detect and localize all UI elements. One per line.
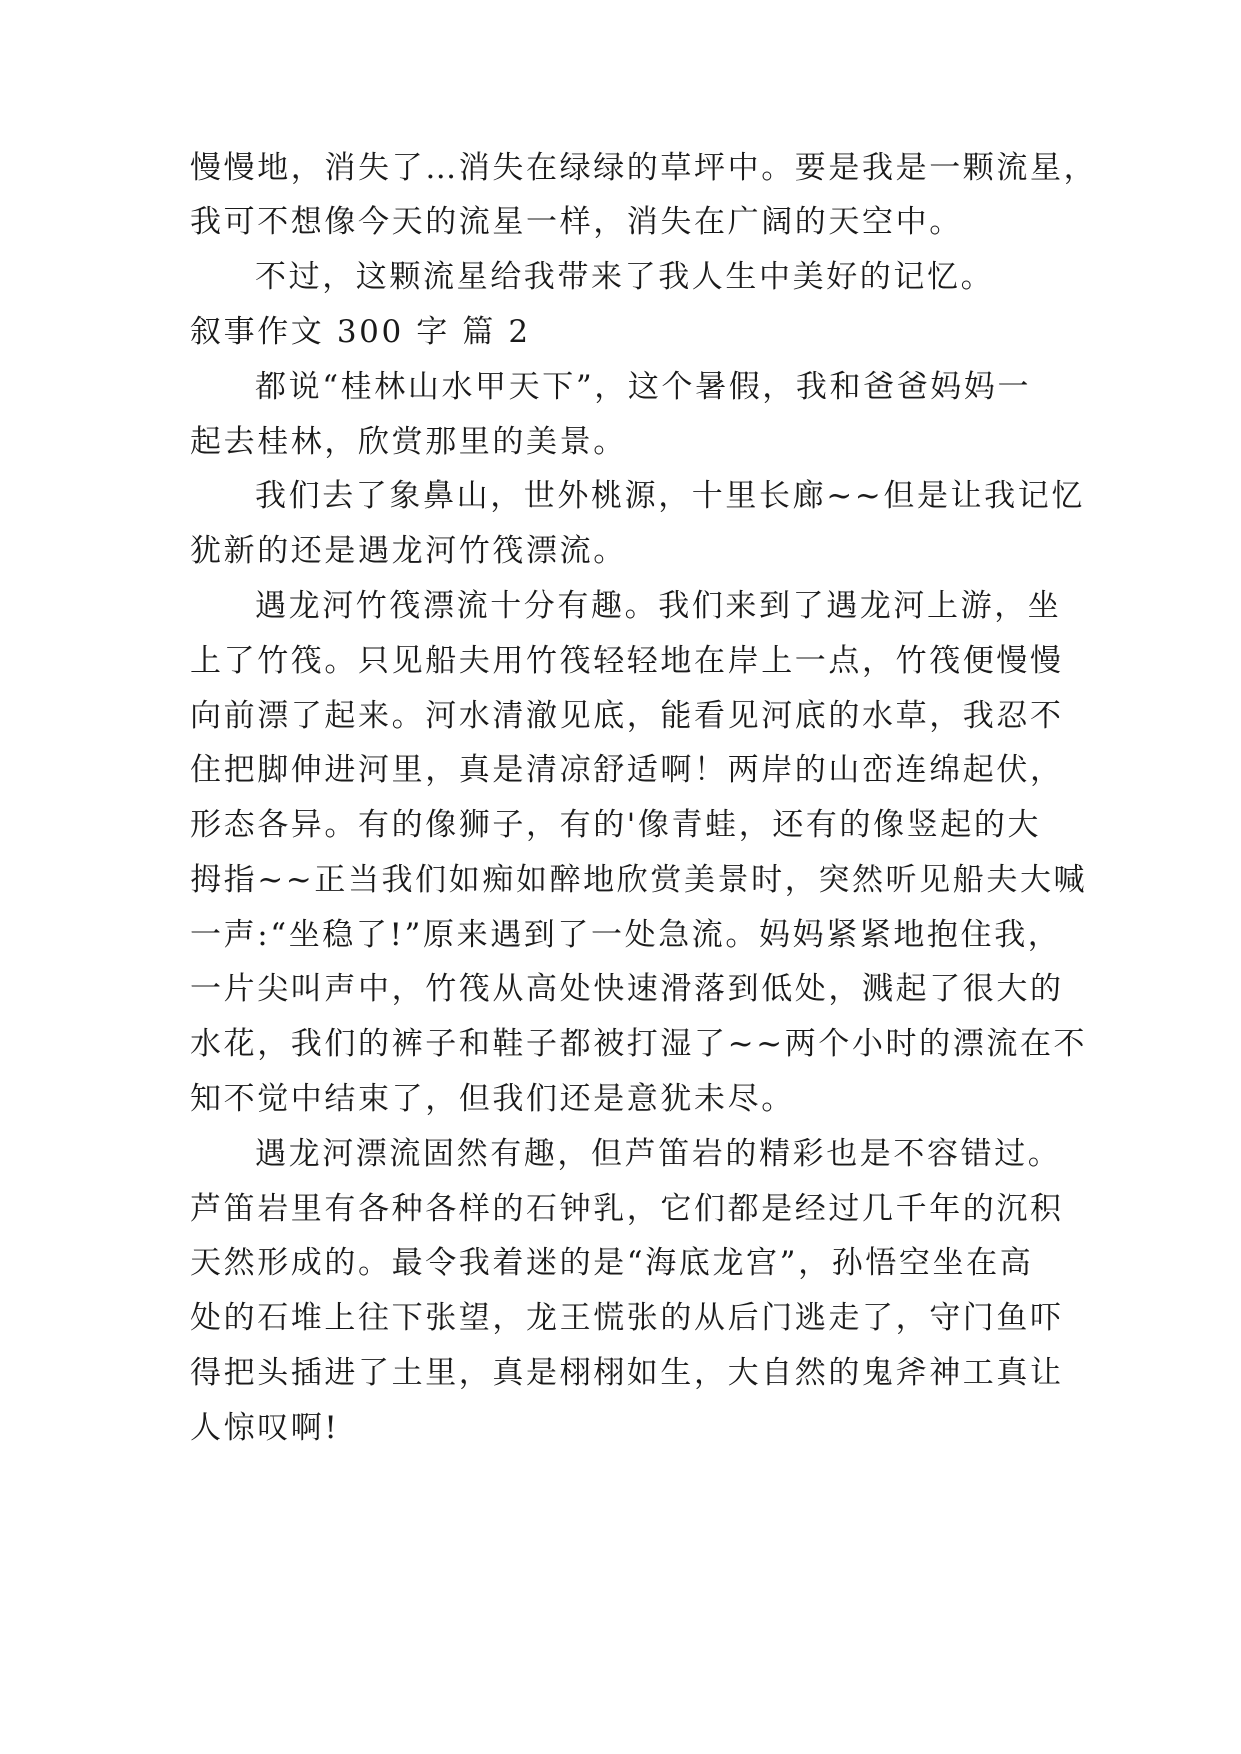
text-line: 得把头插进了土里，真是栩栩如生，大自然的鬼斧神工真让 (190, 1355, 1064, 1391)
text-line: 慢慢地，消失了…消失在绿绿的草坪中。要是我是一颗流星， (190, 150, 1098, 186)
section-heading: 叙事作文 300 字 篇 2 (190, 314, 531, 350)
text-line: 遇龙河漂流固然有趣，但芦笛岩的精彩也是不容错过。 (255, 1136, 1062, 1172)
text-line: 住把脚伸进河里，真是清凉舒适啊！两岸的山峦连绵起伏， (190, 752, 1064, 788)
text-line: 水花，我们的裤子和鞋子都被打湿了~~两个小时的漂流在不 (190, 1026, 1088, 1062)
text-line: 向前漂了起来。河水清澈见底，能看见河底的水草，我忍不 (190, 698, 1064, 734)
text-line: 犹新的还是遇龙河竹筏漂流。 (190, 533, 627, 569)
text-line: 我们去了象鼻山，世外桃源，十里长廊~~但是让我记忆 (255, 478, 1085, 514)
text-line: 处的石堆上往下张望，龙王慌张的从后门逃走了，守门鱼吓 (190, 1300, 1064, 1336)
text-line: 上了竹筏。只见船夫用竹筏轻轻地在岸上一点，竹筏便慢慢 (190, 643, 1064, 679)
text-line: 一声:“坐稳了!”原来遇到了一处急流。妈妈紧紧地抱住我， (190, 917, 1062, 953)
text-line: 形态各异。有的像狮子，有的'像青蛙，还有的像竖起的大 (190, 807, 1042, 843)
text-line: 起去桂林，欣赏那里的美景。 (190, 424, 627, 460)
text-line: 天然形成的。最令我着迷的是“海底龙宫”，孙悟空坐在高 (190, 1245, 1034, 1281)
text-line: 拇指~~正当我们如痴如醉地欣赏美景时，突然听见船夫大喊 (190, 862, 1088, 898)
text-line: 一片尖叫声中，竹筏从高处快速滑落到低处，溅起了很大的 (190, 971, 1064, 1007)
text-line: 人惊叹啊! (190, 1410, 340, 1446)
text-line: 都说“桂林山水甲天下”，这个暑假，我和爸爸妈妈一 (255, 369, 1032, 405)
text-line: 遇龙河竹筏漂流十分有趣。我们来到了遇龙河上游，坐 (255, 588, 1062, 624)
text-line: 不过，这颗流星给我带来了我人生中美好的记忆。 (255, 259, 995, 295)
text-line: 我可不想像今天的流星一样，消失在广阔的天空中。 (190, 204, 963, 240)
text-line: 芦笛岩里有各种各样的石钟乳，它们都是经过几千年的沉积 (190, 1191, 1064, 1227)
text-line: 知不觉中结束了，但我们还是意犹未尽。 (190, 1081, 795, 1117)
